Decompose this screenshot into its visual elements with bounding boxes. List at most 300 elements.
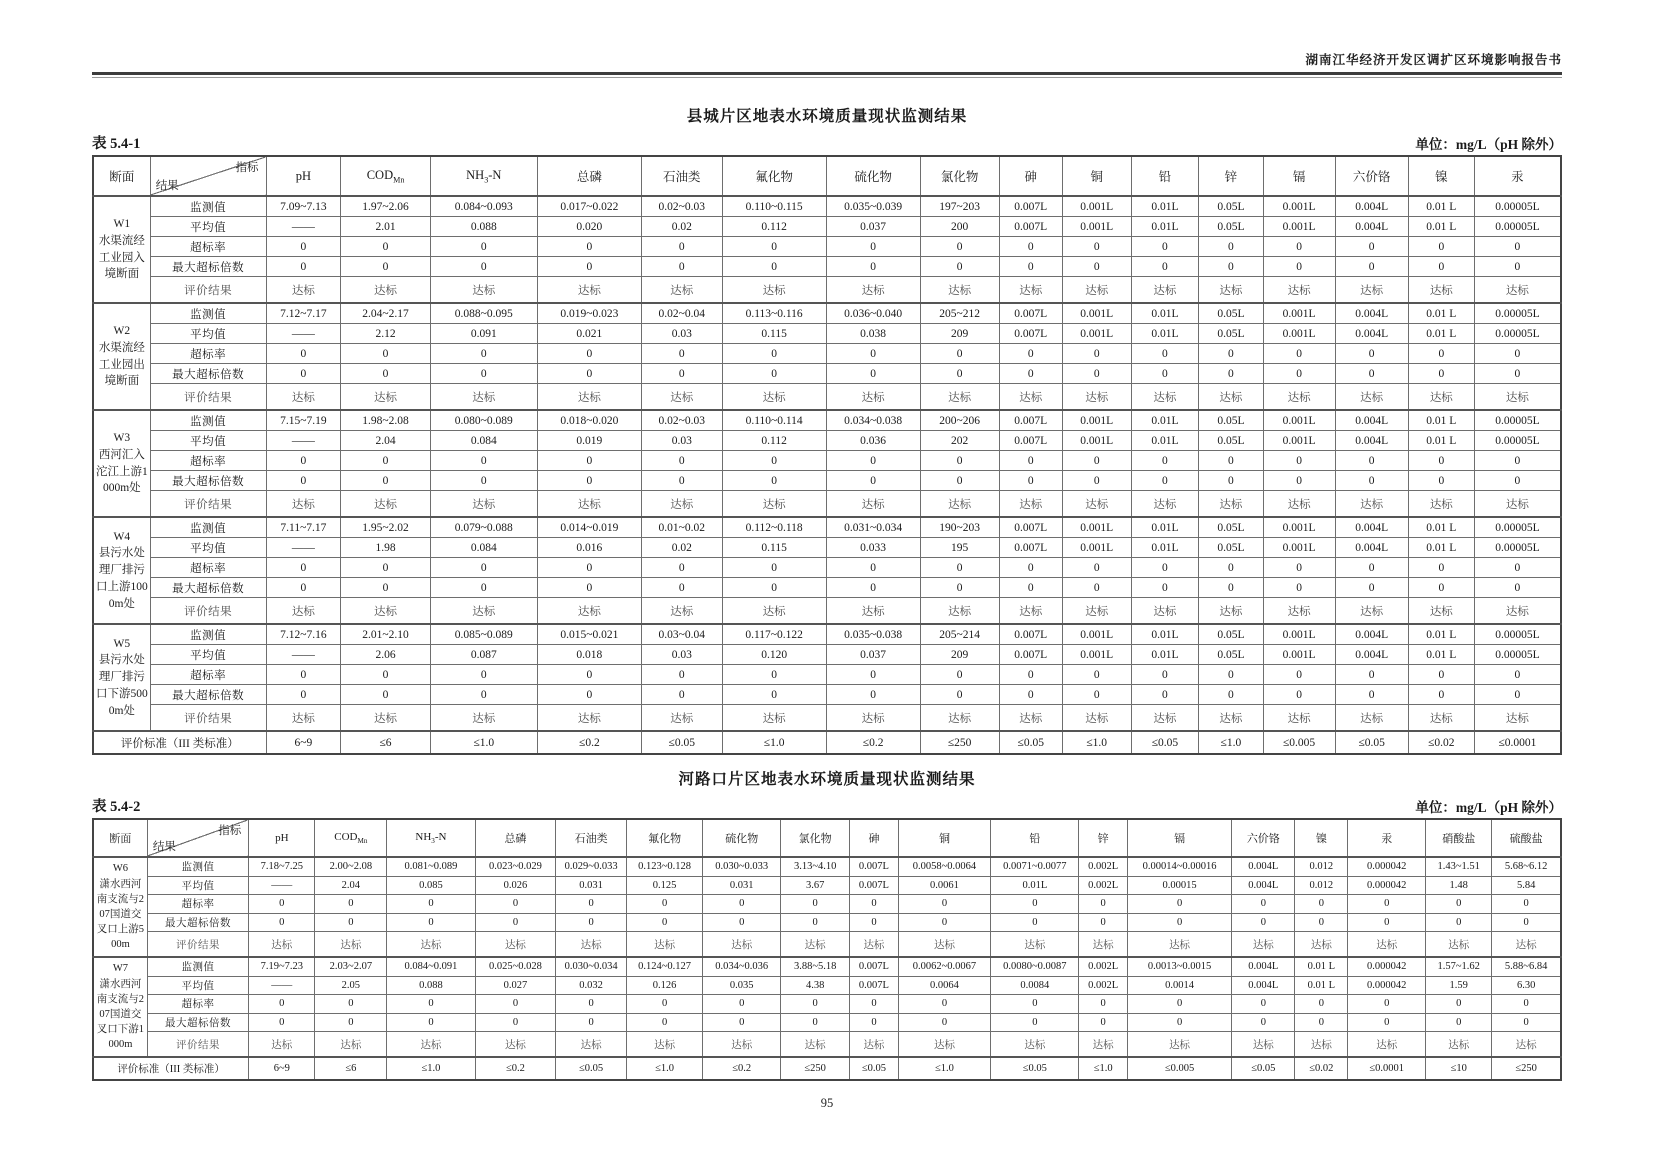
- table1-label: 表 5.4-1: [92, 136, 141, 152]
- cell: 0.007L: [999, 303, 1062, 324]
- cell: ——: [266, 324, 341, 344]
- cell: 达标: [722, 491, 826, 518]
- cell: 0: [537, 578, 641, 598]
- cell: 0.080~0.089: [430, 410, 537, 431]
- cell: 0: [1295, 1013, 1348, 1032]
- table-row: [93, 277, 1561, 304]
- row-header: 监测值: [150, 303, 266, 324]
- indicator-result-corner-cell: [150, 156, 266, 196]
- cell: 0.01L: [1131, 217, 1198, 237]
- column-header-15: 镍: [1295, 819, 1348, 857]
- section-description: 水渠流经工业园入境断面: [98, 234, 145, 281]
- cell: 0: [1408, 471, 1474, 491]
- cell: 0.126: [626, 976, 702, 995]
- standard-cell: ≤0.005: [1127, 1057, 1231, 1080]
- cell: 0: [1079, 895, 1127, 914]
- row-header: 监测值: [150, 624, 266, 645]
- cell: 0: [1408, 257, 1474, 277]
- cell: 1.98: [341, 538, 430, 558]
- cell: 0: [475, 913, 556, 932]
- cell: 达标: [1492, 1032, 1561, 1058]
- cell: 0: [920, 685, 999, 705]
- cell: 达标: [387, 932, 475, 958]
- cell: ——: [266, 538, 341, 558]
- cell: 7.11~7.17: [266, 517, 341, 538]
- cell: 0: [920, 665, 999, 685]
- cell: 0.004L: [1335, 324, 1408, 344]
- standard-label: 评价标准（III 类标准）: [93, 731, 266, 754]
- cell: 达标: [722, 277, 826, 304]
- cell: 0: [1408, 558, 1474, 578]
- cell: 0.01 L: [1408, 324, 1474, 344]
- cell: 0: [1199, 344, 1264, 364]
- section-id: W6: [112, 863, 129, 875]
- cell: 190~203: [920, 517, 999, 538]
- cell: 达标: [1408, 491, 1474, 518]
- cell: 0.081~0.089: [387, 857, 475, 876]
- cell: 1.97~2.06: [341, 196, 430, 217]
- cell: 达标: [341, 705, 430, 732]
- cell: 2.04~2.17: [341, 303, 430, 324]
- table-row: [93, 217, 1561, 237]
- cell: 0.007L: [999, 217, 1062, 237]
- cell: 0: [249, 895, 315, 914]
- cell: 0: [341, 364, 430, 384]
- cell: 0: [537, 344, 641, 364]
- monitoring-results-table: [92, 818, 1562, 1081]
- cell: 达标: [1131, 705, 1198, 732]
- section-description: 西河汇入沱江上游1000m处: [95, 448, 148, 495]
- cell: 0: [641, 578, 722, 598]
- cell: 0: [1263, 451, 1335, 471]
- cell: 0.031: [703, 876, 781, 895]
- cell: 0: [991, 1013, 1079, 1032]
- table-row: [93, 303, 1561, 324]
- cell: 0: [999, 685, 1062, 705]
- column-header-1: pH: [249, 819, 315, 857]
- cell: 达标: [315, 1032, 387, 1058]
- cell: 0: [1474, 237, 1561, 257]
- table-row: [93, 995, 1561, 1014]
- table-row: [93, 491, 1561, 518]
- cell: 0: [1295, 995, 1348, 1014]
- standard-cell: ≤1.0: [722, 731, 826, 754]
- cell: 0: [1348, 1013, 1426, 1032]
- cell: 达标: [1335, 598, 1408, 625]
- row-header: 监测值: [150, 410, 266, 431]
- standard-cell: ≤1.0: [1199, 731, 1264, 754]
- cell: 7.15~7.19: [266, 410, 341, 431]
- column-header-17: 硝酸盐: [1426, 819, 1492, 857]
- cell: 0.007L: [850, 976, 898, 995]
- cell: 0.00005L: [1474, 196, 1561, 217]
- cell: 0.001L: [1263, 324, 1335, 344]
- cell: 1.98~2.08: [341, 410, 430, 431]
- cell: 0: [898, 913, 991, 932]
- cell: 达标: [999, 491, 1062, 518]
- column-header-8: 氯化物: [781, 819, 850, 857]
- cell: 0.018: [537, 645, 641, 665]
- cell: 0: [1295, 895, 1348, 914]
- row-header: 评价结果: [147, 932, 248, 958]
- cell: 0.00014~0.00016: [1127, 857, 1231, 876]
- cell: 0.030~0.034: [556, 957, 627, 976]
- table-row: [93, 431, 1561, 451]
- cell: 0.001L: [1263, 410, 1335, 431]
- cell: 达标: [1335, 705, 1408, 732]
- table-body: [93, 857, 1561, 1080]
- section-id: W2: [113, 325, 131, 338]
- cell: 达标: [1131, 384, 1198, 411]
- cell: 0: [1199, 665, 1264, 685]
- cell: 0: [722, 364, 826, 384]
- cell: 0: [920, 257, 999, 277]
- cell: 0.01L: [991, 876, 1079, 895]
- corner-label-result: 结果: [152, 841, 176, 853]
- column-header-11: 铅: [991, 819, 1079, 857]
- cell: 0.03: [641, 431, 722, 451]
- cell: 197~203: [920, 196, 999, 217]
- cell: 达标: [1263, 384, 1335, 411]
- cell: 达标: [430, 384, 537, 411]
- cell: 0: [387, 895, 475, 914]
- standard-cell: ≤0.05: [850, 1057, 898, 1080]
- cell: 0: [781, 1013, 850, 1032]
- cell: 0: [1474, 685, 1561, 705]
- row-header: 平均值: [147, 976, 248, 995]
- cell: 0.001L: [1263, 196, 1335, 217]
- standard-cell: ≤250: [920, 731, 999, 754]
- cell: 0.0062~0.0067: [898, 957, 991, 976]
- cell: 0: [1408, 578, 1474, 598]
- cell: 0: [1335, 578, 1408, 598]
- cell: 0.00005L: [1474, 303, 1561, 324]
- row-header: 监测值: [150, 517, 266, 538]
- section-description: 水渠流经工业园出境断面: [98, 341, 145, 388]
- section-label-W6: [93, 857, 147, 957]
- cell: 达标: [1127, 1032, 1231, 1058]
- standard-cell: ≤0.05: [1131, 731, 1198, 754]
- row-header: 超标率: [150, 558, 266, 578]
- section-label-W2: [93, 303, 150, 410]
- column-header-4: 总磷: [537, 156, 641, 196]
- cell: 0: [341, 344, 430, 364]
- cell: 0.032: [556, 976, 627, 995]
- row-header: 监测值: [150, 196, 266, 217]
- header-row: [93, 156, 1561, 196]
- cell: 0.007L: [999, 645, 1062, 665]
- column-header-18: 硫酸盐: [1492, 819, 1561, 857]
- cell: 0.01~0.02: [641, 517, 722, 538]
- cell: 0: [1474, 665, 1561, 685]
- cell: 0.01L: [1131, 645, 1198, 665]
- cell: 0: [920, 344, 999, 364]
- cell: 0.007L: [850, 876, 898, 895]
- cell: 0: [1335, 364, 1408, 384]
- cell: 0: [556, 913, 627, 932]
- cell: 达标: [641, 705, 722, 732]
- cell: 0: [1062, 665, 1131, 685]
- cell: 0: [1492, 1013, 1561, 1032]
- table-row: [93, 624, 1561, 645]
- cell: 0: [1426, 995, 1492, 1014]
- cell: 0.037: [826, 217, 920, 237]
- cell: 2.04: [315, 876, 387, 895]
- standard-cell: ≤0.2: [475, 1057, 556, 1080]
- cell: 0.02: [641, 538, 722, 558]
- cell: 0.001L: [1062, 303, 1131, 324]
- cell: 0.001L: [1062, 217, 1131, 237]
- cell: 200: [920, 217, 999, 237]
- cell: 0: [266, 558, 341, 578]
- cell: 0: [1199, 471, 1264, 491]
- cell: 0: [1131, 471, 1198, 491]
- cell: 0.01L: [1131, 431, 1198, 451]
- cell: 0: [430, 237, 537, 257]
- cell: 0.0014: [1127, 976, 1231, 995]
- cell: 达标: [626, 932, 702, 958]
- cell: 0.001L: [1263, 645, 1335, 665]
- column-header-14: 六价铬: [1232, 819, 1295, 857]
- cell: 0: [1295, 913, 1348, 932]
- cell: 0: [920, 451, 999, 471]
- cell: 0.004L: [1232, 876, 1295, 895]
- cell: 0: [475, 895, 556, 914]
- cell: 达标: [703, 1032, 781, 1058]
- cell: 0: [626, 1013, 702, 1032]
- cell: 1.57~1.62: [1426, 957, 1492, 976]
- cell: 达标: [991, 932, 1079, 958]
- table-row: [93, 705, 1561, 732]
- standard-cell: ≤0.05: [991, 1057, 1079, 1080]
- cell: 0: [920, 237, 999, 257]
- cell: 0.01 L: [1295, 957, 1348, 976]
- cell: 0: [1408, 451, 1474, 471]
- cell: 0.007L: [999, 624, 1062, 645]
- cell: 0: [1474, 471, 1561, 491]
- table-row: [93, 857, 1561, 876]
- cell: 达标: [999, 384, 1062, 411]
- cell: 0.007L: [999, 324, 1062, 344]
- cell: 0.091: [430, 324, 537, 344]
- cell: 0.002L: [1079, 857, 1127, 876]
- cell: 0: [1492, 913, 1561, 932]
- cell: 0.125: [626, 876, 702, 895]
- standard-cell: ≤0.2: [537, 731, 641, 754]
- cell: 达标: [341, 491, 430, 518]
- cell: 达标: [641, 384, 722, 411]
- cell: 0.05L: [1199, 196, 1264, 217]
- cell: 0.03~0.04: [641, 624, 722, 645]
- standard-cell: ≤1.0: [430, 731, 537, 754]
- cell: 7.12~7.16: [266, 624, 341, 645]
- standard-cell: ≤0.0001: [1474, 731, 1561, 754]
- cell: 0: [1131, 257, 1198, 277]
- cell: 0.012: [1295, 876, 1348, 895]
- cell: 0: [920, 471, 999, 491]
- cell: 达标: [626, 1032, 702, 1058]
- cell: 0: [249, 1013, 315, 1032]
- table-row: [93, 1013, 1561, 1032]
- column-header-9: 砷: [850, 819, 898, 857]
- cell: 2.05: [315, 976, 387, 995]
- cell: 达标: [641, 491, 722, 518]
- cell: 0: [826, 257, 920, 277]
- cell: 0: [826, 685, 920, 705]
- cell: 0.05L: [1199, 624, 1264, 645]
- cell: 0: [556, 895, 627, 914]
- cell: 0: [999, 257, 1062, 277]
- cell: 0: [1232, 913, 1295, 932]
- cell: 达标: [1335, 277, 1408, 304]
- cell: 0: [1062, 364, 1131, 384]
- cell: 0: [850, 995, 898, 1014]
- cell: 0: [1062, 344, 1131, 364]
- row-header: 评价结果: [150, 598, 266, 625]
- cell: 达标: [826, 384, 920, 411]
- cell: 0.123~0.128: [626, 857, 702, 876]
- cell: 0: [1263, 237, 1335, 257]
- cell: 0: [722, 665, 826, 685]
- cell: 0: [1474, 344, 1561, 364]
- cell: 0.01L: [1131, 624, 1198, 645]
- standard-cell: ≤0.2: [826, 731, 920, 754]
- cell: 达标: [1295, 1032, 1348, 1058]
- standard-label: 评价标准（III 类标准）: [93, 1057, 249, 1080]
- standard-cell: ≤6: [341, 731, 430, 754]
- cell: 0.033: [826, 538, 920, 558]
- cell: 达标: [1474, 384, 1561, 411]
- cell: 0: [430, 578, 537, 598]
- cell: 0: [315, 895, 387, 914]
- cell: 0.004L: [1232, 976, 1295, 995]
- cell: 0: [626, 995, 702, 1014]
- cell: 0.110~0.114: [722, 410, 826, 431]
- cell: 7.12~7.17: [266, 303, 341, 324]
- table-head: [93, 819, 1561, 857]
- cell: 0.00005L: [1474, 645, 1561, 665]
- table1-caption-row: [92, 132, 1562, 153]
- cell: 达标: [826, 491, 920, 518]
- cell: 0: [1127, 895, 1231, 914]
- cell: 0: [1062, 451, 1131, 471]
- cell: 0.000042: [1348, 876, 1426, 895]
- cell: 达标: [1263, 277, 1335, 304]
- cell: 0.00015: [1127, 876, 1231, 895]
- cell: 达标: [537, 277, 641, 304]
- cell: 0.015~0.021: [537, 624, 641, 645]
- standard-cell: 6~9: [249, 1057, 315, 1080]
- column-header-3: $NH_3-N$: [387, 819, 475, 857]
- table-row: [93, 364, 1561, 384]
- cell: 0: [1232, 895, 1295, 914]
- cell: 达标: [315, 932, 387, 958]
- cell: 0.03: [641, 324, 722, 344]
- cell: 0.00005L: [1474, 538, 1561, 558]
- cell: 0: [999, 364, 1062, 384]
- cell: 达标: [920, 491, 999, 518]
- cell: 0: [1199, 451, 1264, 471]
- row-header: 最大超标倍数: [150, 364, 266, 384]
- cell: 0: [1062, 578, 1131, 598]
- section-label-W4: [93, 517, 150, 624]
- cell: 0.0071~0.0077: [991, 857, 1079, 876]
- row-header: 超标率: [150, 237, 266, 257]
- cell: 0: [430, 364, 537, 384]
- row-header: 超标率: [147, 995, 248, 1014]
- cell: 0: [1232, 995, 1295, 1014]
- table-row: [93, 578, 1561, 598]
- column-header-13: 镉: [1263, 156, 1335, 196]
- cell: 达标: [999, 705, 1062, 732]
- cell: 0: [430, 558, 537, 578]
- cell: 0.01L: [1131, 196, 1198, 217]
- cell: 0: [991, 913, 1079, 932]
- cell: 0: [1131, 237, 1198, 257]
- cell: 0.01 L: [1408, 538, 1474, 558]
- cell: 6.30: [1492, 976, 1561, 995]
- cell: 达标: [537, 705, 641, 732]
- cell: 0: [1335, 344, 1408, 364]
- table2-caption-row: [92, 795, 1562, 816]
- cell: 0: [537, 364, 641, 384]
- cell: 0.084: [430, 431, 537, 451]
- cell: 0.01 L: [1408, 431, 1474, 451]
- cell: 达标: [537, 598, 641, 625]
- cell: 0: [898, 895, 991, 914]
- cell: 0.05L: [1199, 217, 1264, 237]
- cell: 达标: [1062, 384, 1131, 411]
- cell: 达标: [430, 705, 537, 732]
- cell: 0.05L: [1199, 538, 1264, 558]
- cell: 达标: [1131, 598, 1198, 625]
- cell: 0: [703, 913, 781, 932]
- cell: 0: [341, 451, 430, 471]
- section-label-W7: [93, 957, 147, 1057]
- cell: 0.007L: [999, 431, 1062, 451]
- standard-cell: ≤250: [781, 1057, 850, 1080]
- cell: 0.030~0.033: [703, 857, 781, 876]
- table-row: [93, 410, 1561, 431]
- cell: 达标: [1131, 491, 1198, 518]
- cell: 0: [999, 451, 1062, 471]
- cell: 0: [537, 471, 641, 491]
- cell: 0.001L: [1062, 431, 1131, 451]
- cell: 0: [537, 451, 641, 471]
- section-id: W3: [113, 432, 131, 445]
- table-row: [93, 932, 1561, 958]
- cell: 0.001L: [1263, 303, 1335, 324]
- cell: 达标: [430, 598, 537, 625]
- cell: 0: [826, 237, 920, 257]
- row-header: 平均值: [150, 645, 266, 665]
- cell: 0.001L: [1263, 538, 1335, 558]
- column-header-12: 锌: [1199, 156, 1264, 196]
- cell: 0.01 L: [1408, 303, 1474, 324]
- cell: 达标: [1408, 384, 1474, 411]
- cell: 0: [1062, 237, 1131, 257]
- cell: 达标: [1199, 598, 1264, 625]
- cell: 0.113~0.116: [722, 303, 826, 324]
- standard-cell: 6~9: [266, 731, 341, 754]
- cell: 0: [826, 344, 920, 364]
- cell: 达标: [1426, 1032, 1492, 1058]
- cell: 0.036: [826, 431, 920, 451]
- cell: 0.004L: [1335, 196, 1408, 217]
- cell: 达标: [1062, 705, 1131, 732]
- cell: 0: [1335, 237, 1408, 257]
- cell: 0.01 L: [1408, 196, 1474, 217]
